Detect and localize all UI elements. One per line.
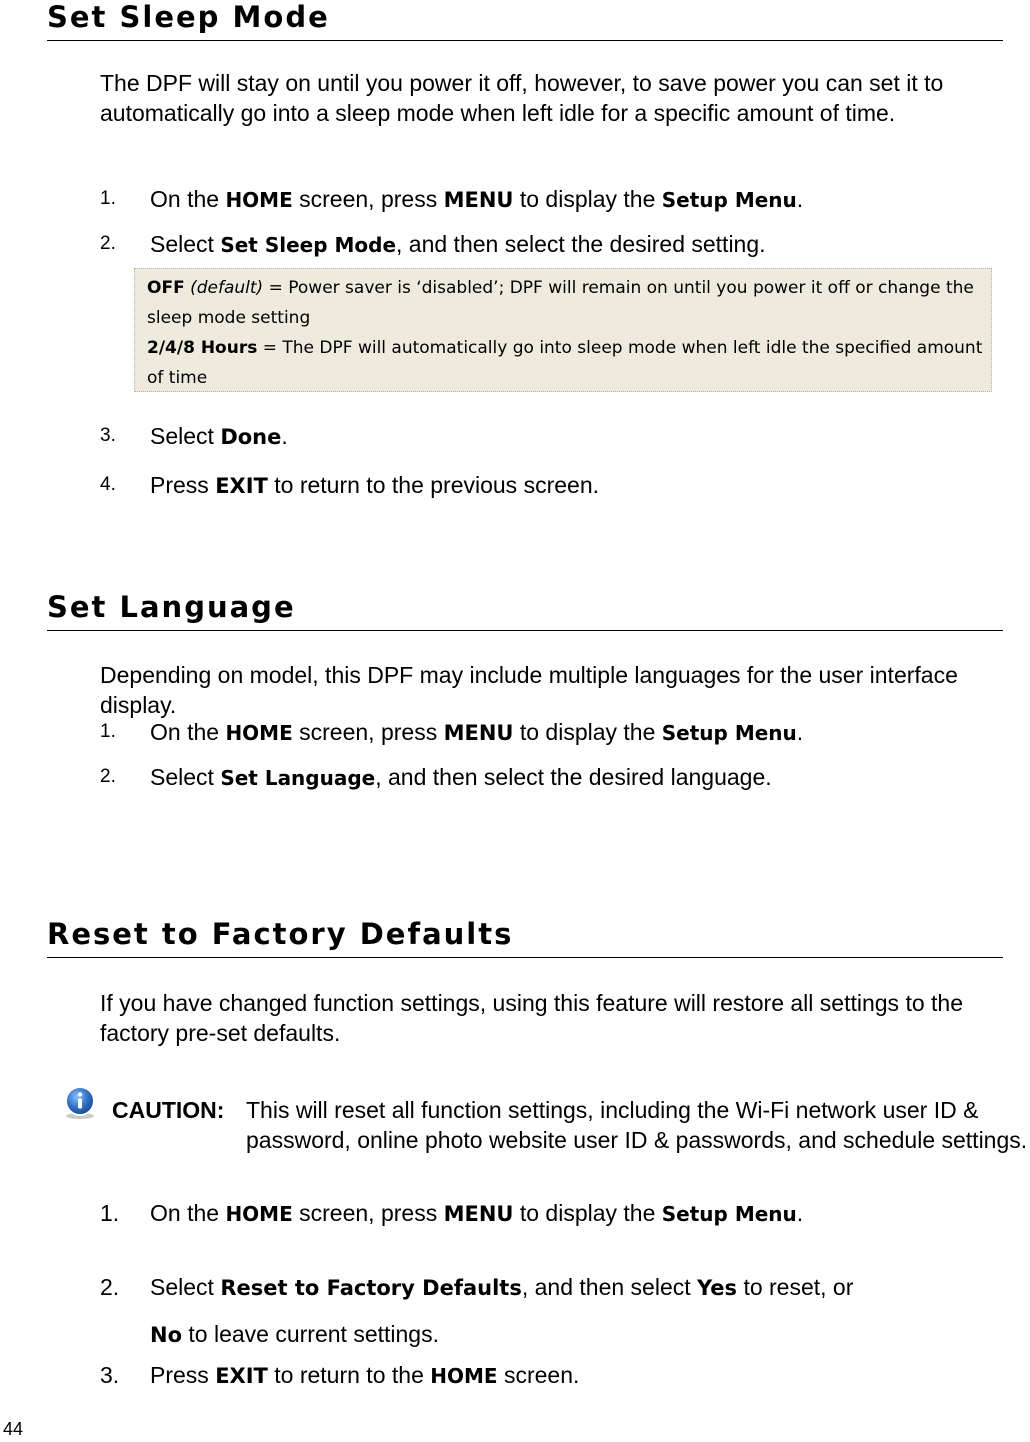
step-number: 1.	[100, 1200, 120, 1226]
language-step-1	[100, 717, 1000, 748]
step-text: Select Reset to Factory Defaults, and then select Yes to reset, or No to leave current settings.	[150, 1274, 854, 1347]
caution-label: CAUTION:	[112, 1097, 225, 1123]
sleep-mode-settings-note	[134, 268, 992, 392]
language-intro: Depending on model, this DPF may include multiple languages for the user interface display.	[100, 662, 958, 718]
step-number: 4.	[100, 474, 116, 495]
step-text: Select Set Language, and then select the desired language.	[150, 764, 772, 790]
step-number: 3.	[100, 1362, 120, 1388]
step-text: Select Done.	[150, 423, 288, 449]
sleep-step-2	[100, 229, 1000, 260]
language-step-2	[100, 762, 1000, 793]
step-number: 1.	[100, 188, 116, 209]
step-number: 3.	[100, 425, 116, 446]
page-number: 44	[3, 1419, 24, 1439]
step-number: 2.	[100, 233, 116, 254]
step-number: 2.	[100, 766, 116, 787]
step-number: 1.	[100, 721, 116, 742]
reset-step-1	[100, 1198, 1000, 1229]
note-hours-line: 2/4/8 Hours = The DPF will automatically go into sleep mode when left idle the specified amount of time	[147, 338, 983, 388]
step-text: Press EXIT to return to the previous screen.	[150, 472, 599, 498]
reset-step-2	[100, 1264, 1000, 1358]
step-text: On the HOME screen, press MENU to display the Setup Menu.	[150, 1200, 804, 1226]
note-off-line: OFF (default) = Power saver is ‘disabled’; DPF will remain on until you power it off or change the sleep mode setting	[147, 278, 974, 328]
step-text: On the HOME screen, press MENU to display the Setup Menu.	[150, 186, 804, 212]
step-text: Select Set Sleep Mode, and then select the desired setting.	[150, 231, 766, 257]
section-title-sleep-mode: Set Sleep Mode	[47, 0, 1003, 41]
reset-step-3	[100, 1360, 1000, 1391]
section-title-factory-reset: Reset to Factory Defaults	[47, 917, 1003, 958]
sleep-step-1	[100, 184, 1000, 215]
caution-text: This will reset all function settings, including the Wi-Fi network user ID & password, online photo website user ID & passwords, and schedule settings.	[246, 1097, 1028, 1153]
factory-reset-intro: If you have changed function settings, using this feature will restore all settings to the factory pre-set defaults.	[100, 990, 963, 1046]
section-title-language: Set Language	[47, 590, 1003, 631]
step-text: Press EXIT to return to the HOME screen.	[150, 1362, 580, 1388]
sleep-step-4	[100, 470, 1000, 501]
sleep-step-3	[100, 421, 1000, 452]
info-icon	[62, 1085, 98, 1121]
step-number: 2.	[100, 1274, 120, 1300]
step-text: On the HOME screen, press MENU to display the Setup Menu.	[150, 719, 804, 745]
sleep-mode-intro: The DPF will stay on until you power it off, however, to save power you can set it to automatically go into a sleep mode when left idle for a specific amount of time.	[100, 70, 944, 126]
